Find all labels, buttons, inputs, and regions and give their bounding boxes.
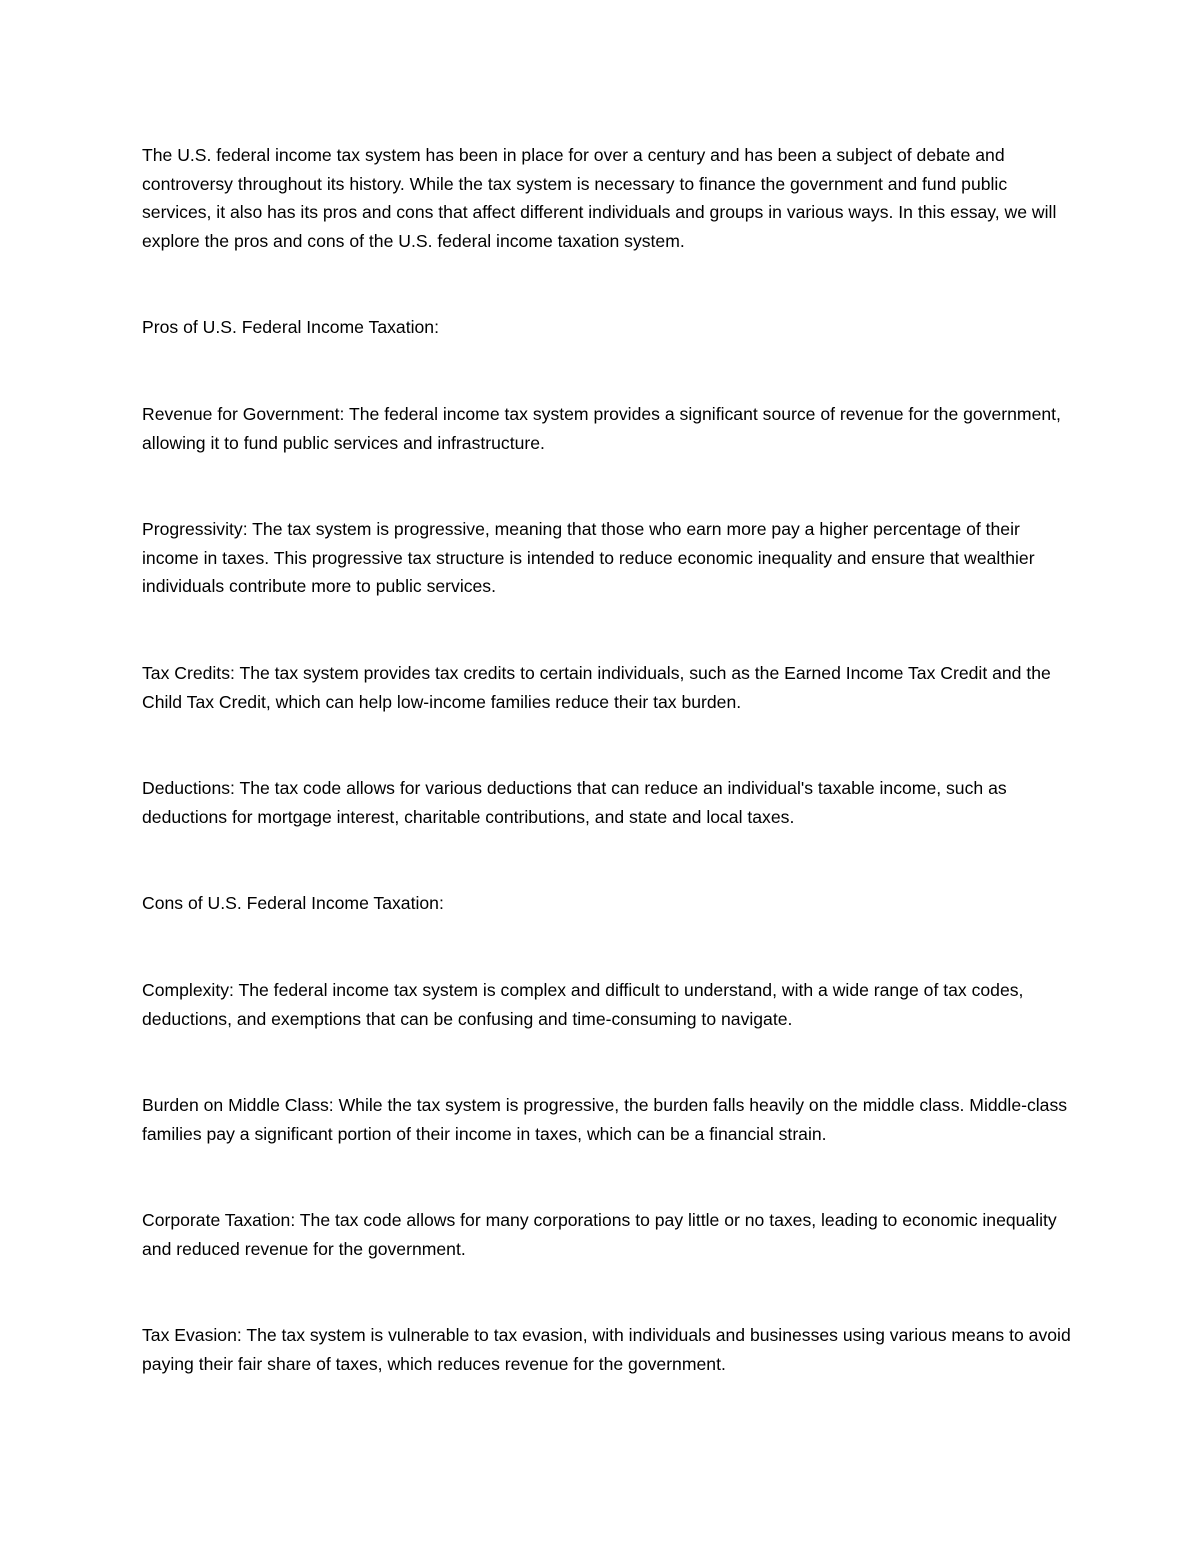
cons-item-middle-class: Burden on Middle Class: While the tax system is progressive, the burden falls heavily on the middle class. Middle-class families pay a significant portion of their income in taxes, which can be a financial strain. [142,1095,1068,1144]
cons-item-tax-evasion: Tax Evasion: The tax system is vulnerable to tax evasion, with individuals and businesses using various means to avoid paying their fair share of taxes, which reduces revenue for the government. [142,1325,1071,1375]
cons-item-complexity: Complexity: The federal income tax system is complex and difficult to understand, with a wide range of tax codes, deductions, and exemptions that can be confusing and time-consuming to navigate. [142,979,1024,1029]
pros-item-revenue: Revenue for Government: The federal income tax system provides a significant source of revenue for the government, allowing it to fund public services and infrastructure. [142,403,1061,453]
pros-heading: Pros of U.S. Federal Income Taxation: [142,317,439,338]
intro-paragraph: The U.S. federal income tax system has been in place for over a century and has been a subject of debate and controversy throughout its history. While the tax system is necessary to finance the government and fund public services, it also has its pros and cons that affect different individuals and groups in various ways. In this essay, we will explore the pros and cons of the U.S. federal income taxation system. [142,145,1057,251]
pros-item-deductions: Deductions: The tax code allows for various deductions that can reduce an individual's taxable income, such as deductions for mortgage interest, charitable contributions, and state and local taxes. [142,778,1007,827]
pros-item-progressivity: Progressivity: The tax system is progressive, meaning that those who earn more pay a higher percentage of their income in taxes. This progressive tax structure is intended to reduce economic inequality and ensure that wealthier individuals contribute more to public services. [142,519,1035,597]
cons-heading: Cons of U.S. Federal Income Taxation: [142,893,444,914]
pros-item-tax-credits: Tax Credits: The tax system provides tax credits to certain individuals, such as the Earned Income Tax Credit and the Child Tax Credit, which can help low-income families reduce their tax burden. [142,662,1051,712]
document-body [142,141,1072,1437]
cons-item-corporate: Corporate Taxation: The tax code allows for many corporations to pay little or no taxes, leading to economic inequality and reduced revenue for the government. [142,1210,1057,1259]
